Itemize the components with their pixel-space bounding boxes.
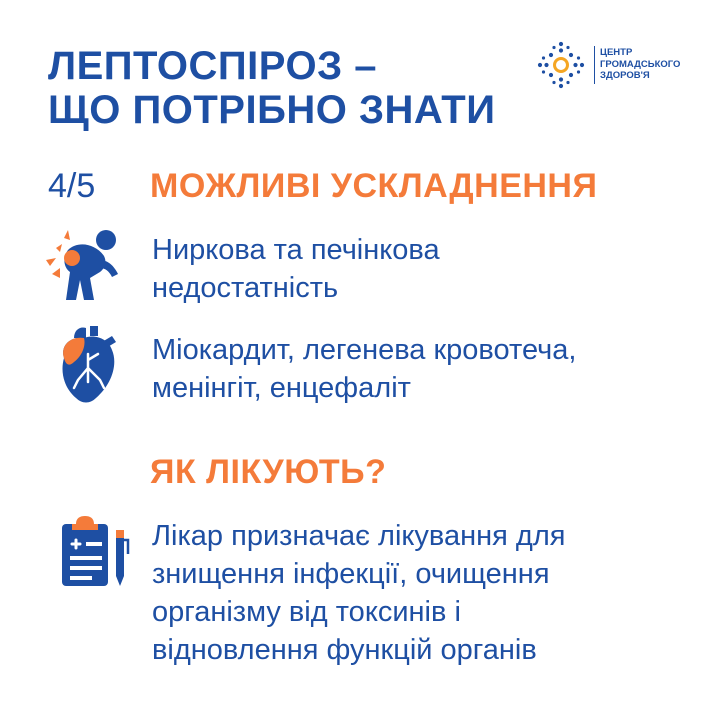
treatment-item-1-line-2: знищення інфекції, очищення bbox=[152, 558, 550, 590]
complication-item-1-line-2: недостатність bbox=[152, 272, 339, 304]
treatment-heading: ЯК ЛІКУЮТЬ? bbox=[150, 453, 387, 491]
medical-clipboard-icon bbox=[60, 514, 136, 590]
logo-text bbox=[600, 47, 680, 82]
treatment-item-1 bbox=[152, 517, 565, 669]
logo-text-line-1: ЦЕНТР bbox=[600, 47, 633, 58]
treatment-item-1-line-4: відновлення функцій органів bbox=[152, 634, 537, 666]
complication-item-1 bbox=[152, 231, 440, 307]
treatment-item-1-line-1: Лікар призначає лікування для bbox=[152, 520, 566, 552]
logo-mark-icon bbox=[536, 40, 586, 90]
public-health-center-logo bbox=[536, 40, 686, 90]
title-line-2: ЩО ПОТРІБНО ЗНАТИ bbox=[48, 88, 496, 132]
page-title bbox=[48, 44, 495, 132]
treatment-item-1-line-3: організму від токсинів і bbox=[152, 596, 461, 628]
title-line-1: ЛЕПТОСПІРОЗ – bbox=[48, 44, 377, 88]
complication-item-2-line-2: менінгіт, енцефаліт bbox=[152, 372, 411, 404]
heart-icon bbox=[56, 324, 120, 406]
complication-item-2-line-1: Міокардит, легенева кровотеча, bbox=[152, 334, 577, 366]
back-pain-icon bbox=[42, 226, 128, 304]
complication-item-1-line-1: Ниркова та печінкова bbox=[152, 234, 440, 266]
complication-item-2 bbox=[152, 331, 576, 407]
step-indicator: 4/5 bbox=[48, 167, 96, 205]
logo-text-line-3: ЗДОРОВ'Я bbox=[600, 70, 650, 81]
complications-heading: МОЖЛИВІ УСКЛАДНЕННЯ bbox=[150, 167, 598, 205]
logo-text-line-2: ГРОМАДСЬКОГО bbox=[600, 58, 681, 70]
logo-divider bbox=[594, 46, 595, 84]
